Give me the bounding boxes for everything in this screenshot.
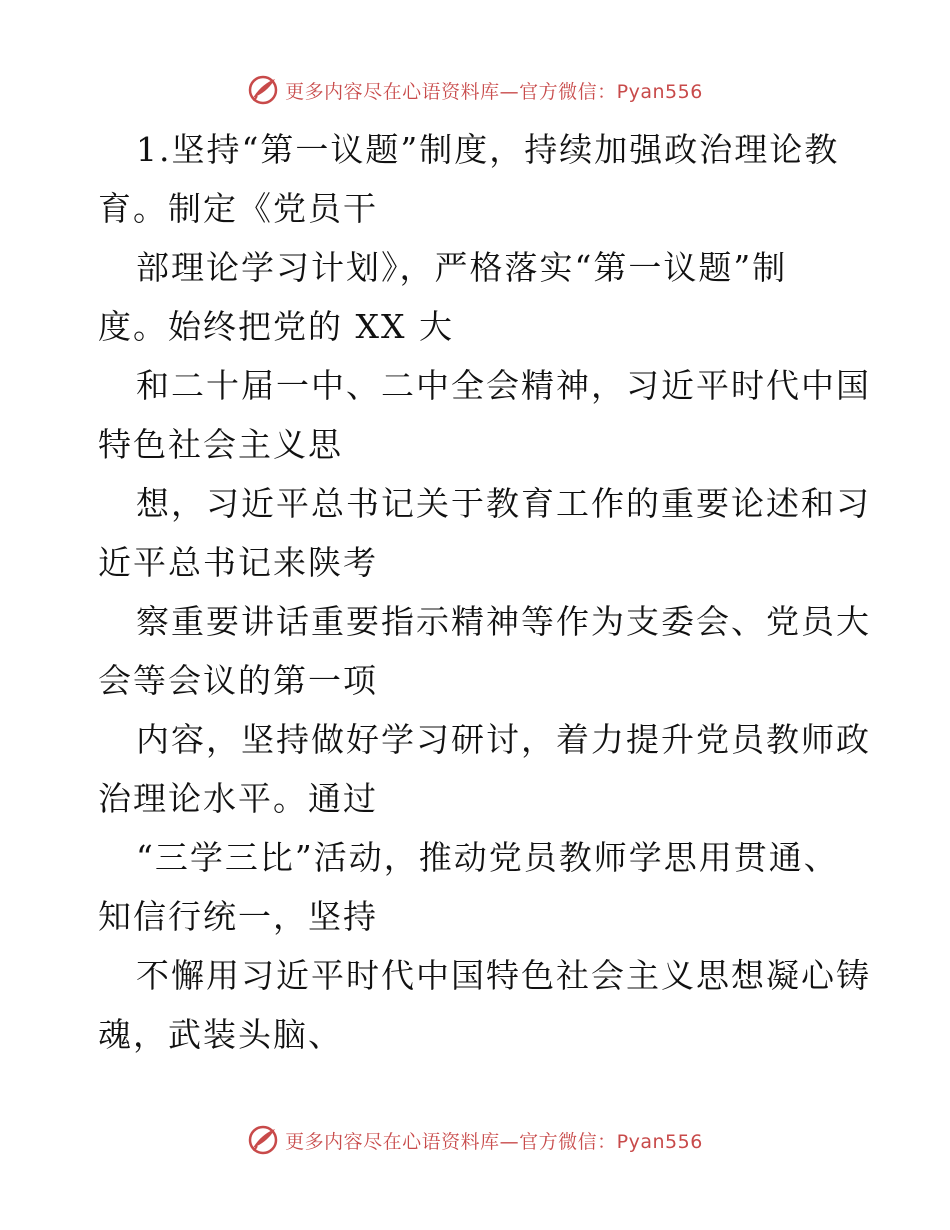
header-watermark — [0, 70, 950, 110]
footer-watermark-inner — [247, 1124, 703, 1156]
text-line: 育。制定《党员干 — [98, 189, 378, 228]
text-line: 和二十届一中、二中全会精神，习近平时代中国 — [136, 366, 871, 405]
text-line: 知信行统一，坚持 — [98, 897, 378, 936]
text-line: “三学三比”活动，推动党员教师学思用贯通、 — [136, 838, 839, 877]
header-watermark-inner — [247, 74, 703, 106]
text-line: 魂，武装头脑、 — [98, 1015, 343, 1054]
text-line: 不懈用习近平时代中国特色社会主义思想凝心铸 — [136, 956, 871, 995]
document-body — [98, 120, 871, 1064]
footer-watermark-text: 更多内容尽在心语资料库—官方微信：Pyan556 — [285, 1130, 703, 1153]
text-line: 近平总书记来陕考 — [98, 543, 378, 582]
text-line: 想，习近平总书记关于教育工作的重要论述和习 — [136, 484, 871, 523]
text-line: 度。始终把党的 XX 大 — [98, 307, 454, 346]
text-line: 察重要讲话重要指示精神等作为支委会、党员大 — [136, 602, 871, 641]
header-watermark-text: 更多内容尽在心语资料库—官方微信：Pyan556 — [285, 80, 703, 103]
text-line: 治理论水平。通过 — [98, 779, 378, 818]
text-line: 部理论学习计划》，严格落实“第一议题”制 — [136, 248, 788, 287]
text-line: 会等会议的第一项 — [98, 661, 378, 700]
quill-seal-logo-icon — [247, 74, 279, 106]
text-line: 特色社会主义思 — [98, 425, 343, 464]
quill-seal-logo-icon — [247, 1124, 279, 1156]
text-line: 1.坚持“第一议题”制度，持续加强政治理论教 — [136, 130, 840, 169]
footer-watermark — [0, 1120, 950, 1160]
text-line: 内容，坚持做好学习研讨，着力提升党员教师政 — [136, 720, 871, 759]
